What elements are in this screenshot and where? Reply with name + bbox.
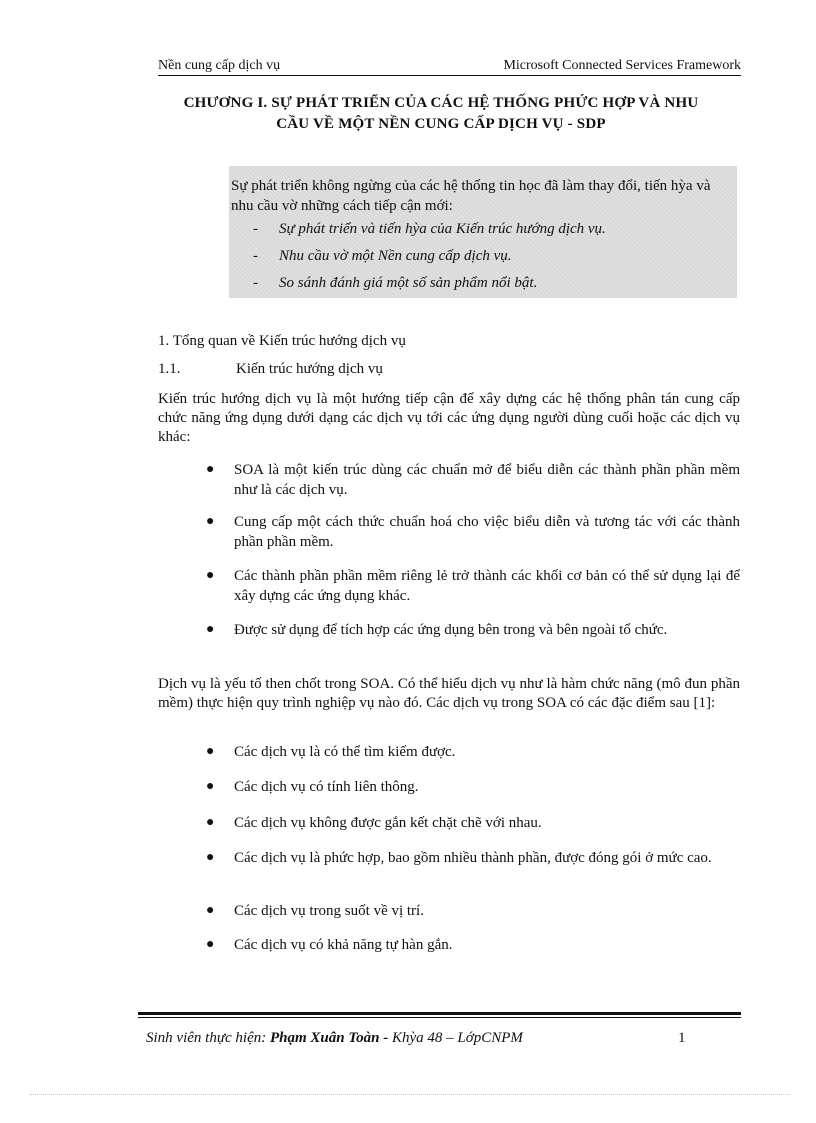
list-item-text: Các dịch vụ là phức hợp, bao gồm nhiều thành phần, được đóng gói ở mức cao. <box>234 850 712 866</box>
header-rule <box>158 75 741 76</box>
summary-item-text: Nhu cầu vờ một Nền cung cấp dịch vụ. <box>279 248 512 264</box>
section-heading-1-1 <box>158 361 383 378</box>
summary-item-text: So sánh đánh giá một số sản phẩm nổi bật. <box>279 275 538 291</box>
bullet-icon: ● <box>206 850 215 865</box>
summary-item <box>253 273 537 293</box>
footer-class: Khỳa 48 – LớpCNPM <box>391 1030 523 1046</box>
list-item-text: Được sử dụng để tích hợp các ứng dụng bên trong và bên ngoài tổ chức. <box>234 622 668 638</box>
header-right-text: Microsoft Connected Services Framework <box>503 58 741 73</box>
paragraph-service-definition: Dịch vụ là yếu tố then chốt trong SOA. Có thể hiểu dịch vụ như là hàm chức năng (mô đun phần mềm) thực hiện quy trình nghiệp vụ nào đó. Các dịch vụ trong SOA có các đặc điểm sau [1]: <box>158 676 740 711</box>
dash-marker: - <box>253 275 258 291</box>
list-item-text: Các dịch vụ trong suốt về vị trí. <box>234 903 424 919</box>
dash-marker: - <box>253 221 258 237</box>
bullet-icon: ● <box>206 815 215 830</box>
list-item-text: Cung cấp một cách thức chuẩn hoá cho việc biểu diễn và tương tác với các thành phần phần mềm. <box>234 514 740 550</box>
chapter-summary-box <box>229 166 737 298</box>
footer-author: Phạm Xuân Toàn - <box>269 1030 392 1046</box>
bullet-icon: ● <box>206 568 215 583</box>
bullet-icon: ● <box>206 462 215 477</box>
section-number: 1.1. <box>158 361 181 377</box>
paragraph-soa-intro: Kiến trúc hướng dịch vụ là một hướng tiếp cận để xây dựng các hệ thống phân tán cung cấp chức năng ứng dụng dưới dạng các dịch vụ tới các ứng dụng người dùng cuối hoặc các dịch vụ khác: <box>158 391 740 445</box>
chapter-title <box>126 93 756 135</box>
bullet-icon: ● <box>206 514 215 529</box>
page-header <box>158 56 741 76</box>
page-number: 1 <box>678 1030 686 1046</box>
chapter-title-line2: CẦU VỀ MỘT NỀN CUNG CẤP DỊCH VỤ - SDP <box>276 116 606 132</box>
footer-rule-thick <box>138 1012 741 1015</box>
bullet-icon: ● <box>206 622 215 637</box>
bullet-icon: ● <box>206 744 215 759</box>
chapter-title-line1: CHƯƠNG I. SỰ PHÁT TRIỂN CỦA CÁC HỆ THỐNG PHỨC HỢP VÀ NHU <box>183 95 699 111</box>
list-item-text: Các dịch vụ không được gắn kết chặt chẽ với nhau. <box>234 815 542 831</box>
footer-rule-thin <box>138 1017 741 1018</box>
page-bottom-border <box>30 1094 790 1095</box>
section-title: Kiến trúc hướng dịch vụ <box>236 361 383 377</box>
bullet-icon: ● <box>206 779 215 794</box>
list-item-text: Các thành phần phần mềm riêng lẻ trở thành các khối cơ bản có thể sử dụng lại để xây dựng các ứng dụng khác. <box>234 568 740 604</box>
list-item-text: Các dịch vụ có khả năng tự hàn gắn. <box>234 937 453 953</box>
header-left-text: Nền cung cấp dịch vụ <box>158 58 281 73</box>
bullet-icon: ● <box>206 903 215 918</box>
bullet-icon: ● <box>206 937 215 952</box>
dash-marker: - <box>253 248 258 264</box>
page-footer <box>146 1030 523 1047</box>
list-item-text: SOA là một kiến trúc dùng các chuẩn mở để biểu diễn các thành phần phần mềm như là các dịch vụ. <box>234 462 740 498</box>
list-item-text: Các dịch vụ có tính liên thông. <box>234 779 419 795</box>
section-heading-1: 1. Tổng quan về Kiến trúc hướng dịch vụ <box>158 333 406 349</box>
list-item-text: Các dịch vụ là có thể tìm kiếm được. <box>234 744 456 760</box>
summary-item <box>253 219 606 239</box>
footer-label: Sinh viên thực hiện: <box>146 1030 270 1046</box>
summary-intro: Sự phát triển không ngừng của các hệ thống tin học đã làm thay đổi, tiến hỳa và nhu cầu vờ những cách tiếp cận mới: <box>231 178 711 214</box>
summary-item-text: Sự phát triển và tiến hỳa của Kiến trúc hướng dịch vụ. <box>279 221 606 237</box>
summary-item <box>253 246 512 266</box>
